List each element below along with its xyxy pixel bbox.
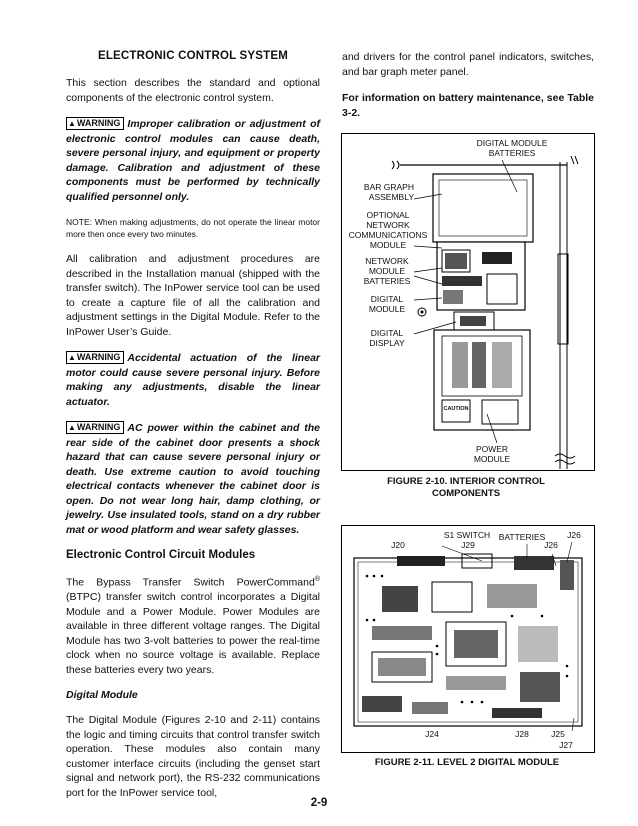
page-number: 2-9 — [310, 797, 328, 809]
label-digital-display: DIGITAL DISPLAY — [369, 328, 405, 348]
digital-module-paragraph: The Digital Module (Figures 2-10 and 2-11) contains the logic and timing circuits that control transfer switch operation. These modules also contain many customer interface circuits (including the genset start signal and network port), the RS-232 communications port for the InPower service tool, — [66, 714, 320, 799]
digital-module-board-illustration — [342, 526, 594, 752]
figure-2-10-caption: FIGURE 2-10. INTERIOR CONTROL COMPONENTS — [387, 476, 545, 499]
continued-paragraph: and drivers for the control panel indicators, switches, and bar graph meter panel. — [342, 51, 594, 78]
modules-paragraph: The Bypass Transfer Switch PowerCommand® (BTPC) transfer switch control incorporates a Digital Module and a Power Module. Power Modules are available in three different voltage ranges. The Digital Module has two 3-volt batteries to power the real-time clock when no source voltage is available. Replace these batteries every two years. — [66, 576, 320, 676]
label-j28: J28 — [515, 729, 529, 739]
note-linear-motor: NOTE: When making adjustments, do not operate the linear motor more then once every two minutes. — [66, 217, 320, 239]
label-power-module: POWER MODULE — [473, 444, 511, 464]
figure-2-10-frame — [341, 133, 595, 471]
figure-2-11-caption: FIGURE 2-11. LEVEL 2 DIGITAL MODULE — [374, 757, 560, 768]
label-network-module-batteries: NETWORK MODULE BATTERIES — [363, 256, 411, 286]
warning-triangle-icon: ▲ — [68, 423, 76, 432]
battery-reference: For information on battery maintenance, see Table 3-2. — [342, 92, 594, 119]
warning-ac-power: ▲WARNING AC power within the cabinet and the rear side of the cabinet door presents a shock hazard that can cause severe personal injury or death. Use extreme caution to avoid touching electrical contacts whenever the cabinet door is open. Do not wear long hair, damp clothing, or jewelry. Use insulated tools, stand on a dry rubber mat or wood platform and wear safety glasses. — [66, 422, 320, 536]
warning-calibration: ▲WARNING Improper calibration or adjustment of electronic control modules can cause death, severe personal injury, and equipment or property damage. Calibration and adjustment of these components must be performed by technically qualified personnel only. — [66, 118, 320, 203]
warning-actuation: ▲WARNING Accidental actuation of the linear motor could cause severe personal injury. Before making any adjustments, disable the linear actuator. — [66, 352, 320, 408]
figure-2-11-frame — [341, 525, 595, 753]
section-heading: ELECTRONIC CONTROL SYSTEM — [97, 50, 289, 62]
intro-paragraph: This section describes the standard and optional components of the electronic control system. — [66, 77, 320, 104]
modules-heading: Electronic Control Circuit Modules — [66, 549, 256, 561]
right-column — [342, 50, 594, 132]
warning-badge: ▲WARNING — [66, 351, 124, 364]
warning-triangle-icon: ▲ — [68, 353, 76, 362]
warning-badge: ▲WARNING — [66, 421, 124, 434]
label-j26-top: J26 — [567, 530, 581, 540]
label-digital-module: DIGITAL MODULE — [368, 294, 406, 314]
warning-triangle-icon: ▲ — [68, 119, 76, 128]
label-digital-module-batteries: DIGITAL MODULE BATTERIES — [476, 138, 548, 158]
label-s1-switch: S1 SWITCH — [443, 530, 491, 540]
label-j20: J20 — [391, 540, 405, 550]
label-j27: J27 — [559, 740, 573, 750]
digital-module-heading: Digital Module — [66, 689, 138, 701]
left-column — [66, 50, 320, 812]
warning-badge: ▲WARNING — [66, 117, 124, 130]
label-j26: J26 — [544, 540, 558, 550]
label-j25: J25 — [551, 729, 565, 739]
label-batteries: BATTERIES — [498, 532, 546, 542]
label-bar-graph-assembly: BAR GRAPH ASSEMBLY — [363, 182, 414, 202]
label-j24: J24 — [425, 729, 439, 739]
label-optional-network-module: OPTIONAL NETWORK COMMUNICATIONS MODULE — [348, 210, 428, 250]
label-j29: J29 — [461, 540, 475, 550]
calibration-paragraph: All calibration and adjustment procedures are described in the Installation manual (shipped with the transfer switch). The InPower service tool can be used to create a capture file of all the calibration and adjustment settings in the Digital Module. Refer to the InPower User’s Guide. — [66, 253, 320, 338]
label-caution: CAUTION — [443, 406, 469, 412]
